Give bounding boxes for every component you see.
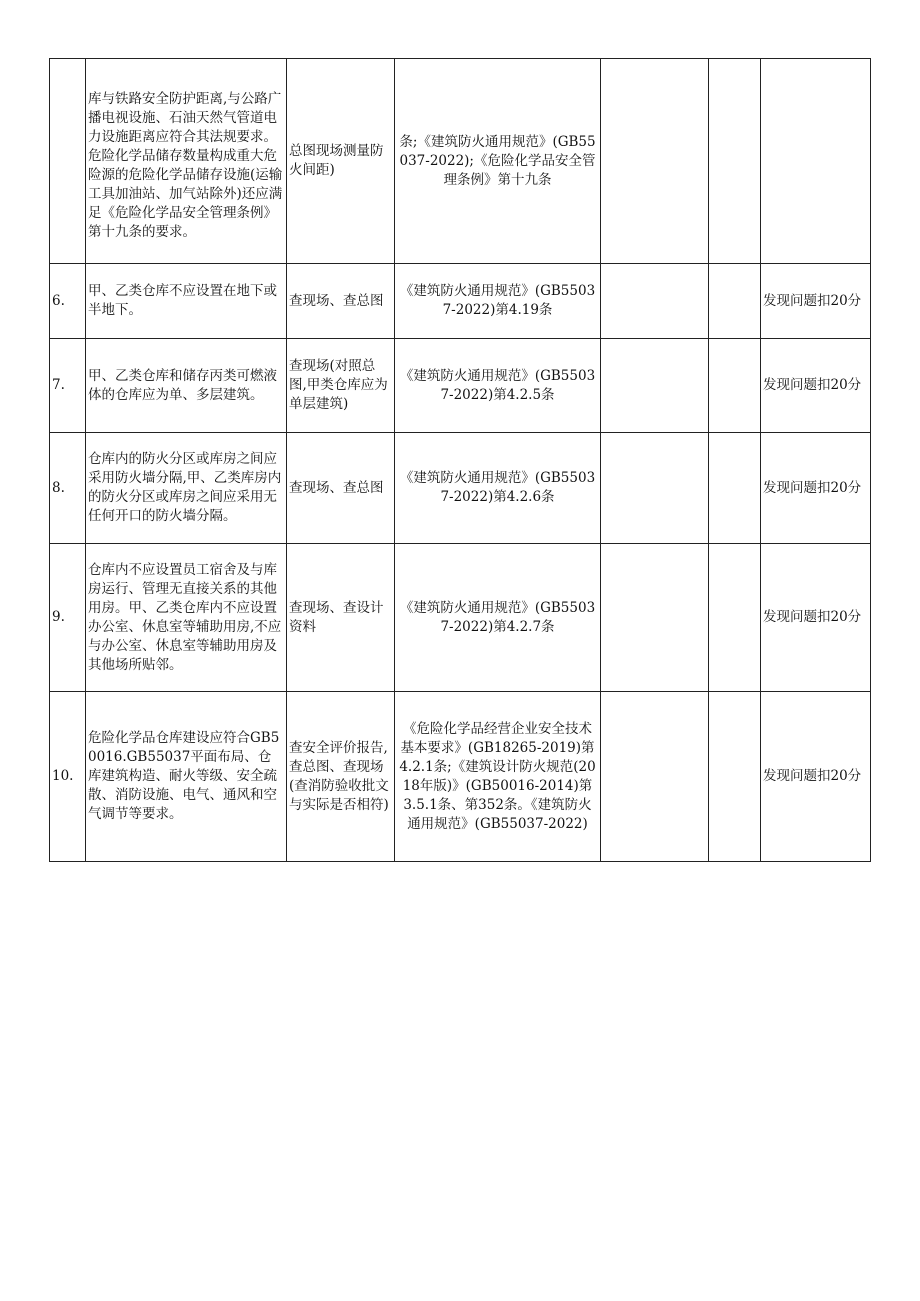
table-row	[50, 339, 871, 433]
check-method-text: 查安全评价报告,查总图、查现场(查消防验收批文与实际是否相符)	[287, 692, 395, 862]
check-method-text: 查现场、查设计资料	[287, 544, 395, 692]
scoring-text: 发现问题扣20分	[761, 692, 871, 862]
note-cell	[709, 433, 761, 544]
check-method-text: 查现场、查总图	[287, 433, 395, 544]
row-number: 8.	[50, 433, 86, 544]
check-item-text: 仓库内的防火分区或库房之间应采用防火墙分隔,甲、乙类库房内的防火分区或库房之间应采用无任何开口的防火墙分隔。	[86, 433, 287, 544]
table-row	[50, 544, 871, 692]
result-cell	[601, 339, 709, 433]
check-item-text: 库与铁路安全防护距离,与公路广播电视设施、石油天然气管道电力设施距离应符合其法规要求。危险化学品储存数量构成重大危险源的危险化学品储存设施(运输工具加油站、加气站除外)还应满足《危险化学品安全管理条例》第十九条的要求。	[88, 91, 283, 240]
note-cell	[709, 339, 761, 433]
standard-basis-text: 《建筑防火通用规范》(GB55037-2022)第4.2.7条	[395, 544, 601, 692]
standard-basis-text: 《建筑防火通用规范》(GB55037-2022)第4.19条	[395, 264, 601, 339]
check-item-text: 甲、乙类仓库不应设置在地下或半地下。	[86, 264, 287, 339]
row-number: 6.	[50, 264, 86, 339]
row-number: 10.	[50, 692, 86, 862]
check-item-text: 甲、乙类仓库和储存丙类可燃液体的仓库应为单、多层建筑。	[86, 339, 287, 433]
table-row	[50, 692, 871, 862]
note-cell	[709, 264, 761, 339]
scoring-text	[761, 59, 871, 264]
row-number: 9.	[50, 544, 86, 692]
check-item-text: 仓库内不应设置员工宿舍及与库房运行、管理无直接关系的其他用房。甲、乙类仓库内不应设置办公室、休息室等辅助用房,不应与办公室、休息室等辅助用房及其他场所贴邻。	[86, 544, 287, 692]
table-row	[50, 433, 871, 544]
standard-basis-text: 《建筑防火通用规范》(GB55037-2022)第4.2.5条	[395, 339, 601, 433]
scoring-text: 发现问题扣20分	[761, 544, 871, 692]
standard-basis-text: 《危险化学品经营企业安全技术基本要求》(GB18265-2019)第4.2.1条;《建筑设计防火规范(2018年版)》(GB50016-2014)第3.5.1条、第352条。《建筑防火通用规范》(GB55037-2022)	[395, 692, 601, 862]
table-row	[50, 59, 871, 264]
result-cell	[601, 264, 709, 339]
result-cell	[601, 433, 709, 544]
check-method-text: 查现场(对照总图,甲类仓库应为单层建筑)	[287, 339, 395, 433]
note-cell	[709, 692, 761, 862]
result-cell	[601, 59, 709, 264]
standard-basis-text: 条;《建筑防火通用规范》(GB55037-2022);《危险化学品安全管理条例》第十九条	[395, 59, 601, 264]
note-cell	[709, 544, 761, 692]
scoring-text: 发现问题扣20分	[761, 433, 871, 544]
check-item-text: 危险化学品仓库建设应符合GB50016.GB55037平面布局、仓库建筑构造、耐火等级、安全疏散、消防设施、电气、通风和空气调节等要求。	[86, 692, 287, 862]
scoring-text: 发现问题扣20分	[761, 339, 871, 433]
result-cell	[601, 692, 709, 862]
scoring-text: 发现问题扣20分	[761, 264, 871, 339]
result-cell	[601, 544, 709, 692]
check-method-text: 查现场、查总图	[287, 264, 395, 339]
row-number	[50, 59, 86, 264]
check-method-text: 总图现场测量防火间距)	[287, 59, 395, 264]
table-row	[50, 264, 871, 339]
note-cell	[709, 59, 761, 264]
row-number: 7.	[50, 339, 86, 433]
standard-basis-text: 《建筑防火通用规范》(GB55037-2022)第4.2.6条	[395, 433, 601, 544]
inspection-checklist-table	[49, 58, 871, 862]
